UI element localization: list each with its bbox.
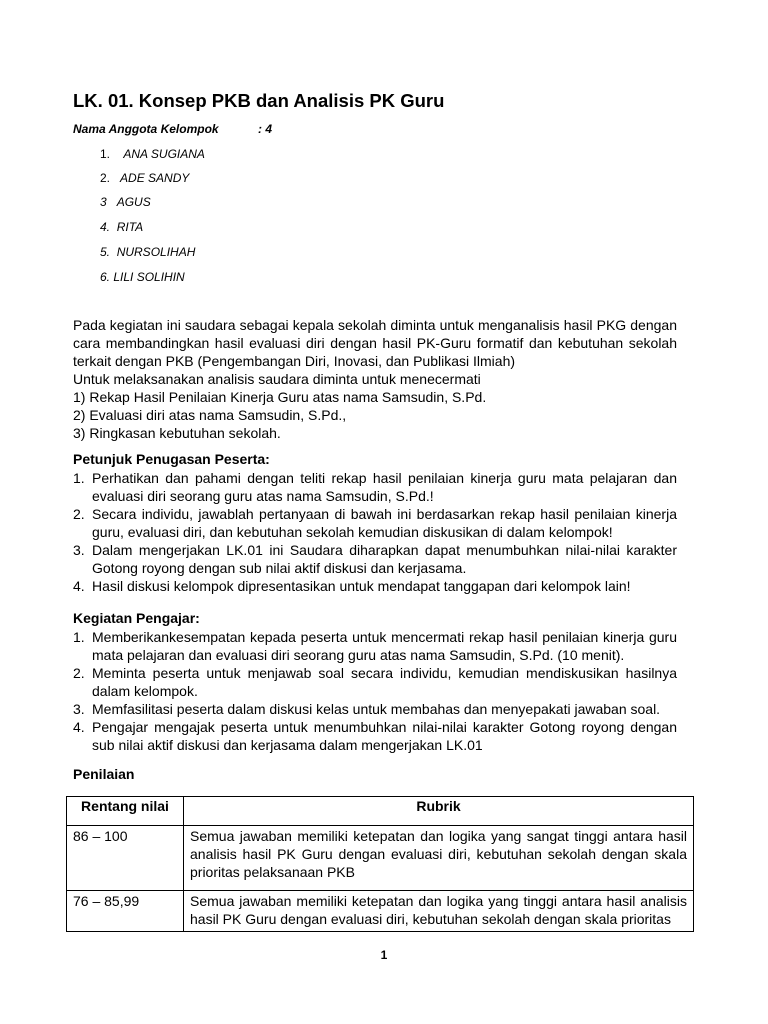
kegiatan-heading: Kegiatan Pengajar:: [73, 610, 200, 626]
list-item: [73, 700, 677, 718]
item-number: 3.: [73, 542, 85, 558]
list-item: [73, 628, 677, 664]
member-item: [100, 220, 143, 234]
item-text: Memberikankesempatan kepada peserta untuk mencermati rekap hasil penilaian kinerja guru mata pelajaran dan evaluasi diri seorang guru atas nama Samsudin, S.Pd. (10 menit).: [92, 629, 677, 663]
member-number: 2.: [100, 171, 111, 185]
item-number: 3.: [73, 701, 85, 717]
intro-line: 2) Evaluasi diri atas nama Samsudin, S.Pd.,: [73, 407, 347, 423]
intro-line: 3) Ringkasan kebutuhan sekolah.: [73, 425, 281, 441]
column-header-range: Rentang nilai: [67, 797, 184, 826]
table-header-row: [67, 797, 694, 826]
intro-paragraph: Pada kegiatan ini saudara sebagai kepala sekolah diminta untuk menganalisis hasil PKG dengan cara membandingkan hasil evaluasi diri dengan hasil PK-Guru formatif dan kebutuhan sekolah terkait dengan PKB (Pengembangan Diri, Inovasi, dan Publikasi Ilmiah): [73, 317, 677, 369]
list-item: [73, 718, 677, 754]
item-text: Pengajar mengajak peserta untuk menumbuhkan nilai-nilai karakter Gotong royong dengan sub nilai aktif diskusi dan kerjasama dalam mengerjakan LK.01: [92, 719, 677, 753]
item-number: 1.: [73, 470, 85, 486]
list-item: [73, 541, 677, 577]
member-number: 4.: [100, 220, 111, 234]
member-item: [100, 195, 151, 209]
rubric-table: [66, 796, 694, 932]
item-text: Secara individu, jawablah pertanyaan di bawah ini berdasarkan rekap hasil penilaian kinerja guru, evaluasi diri, dan kebutuhan sekolah kemudian diskusikan di dalam kelompok!: [92, 506, 677, 540]
document-title: LK. 01. Konsep PKB dan Analisis PK Guru: [73, 90, 445, 111]
page-number: 1: [380, 948, 388, 962]
member-name: ADE SANDY: [120, 171, 190, 185]
item-number: 2.: [73, 665, 85, 681]
member-number: 3: [100, 195, 107, 209]
item-number: 2.: [73, 506, 85, 522]
table-row: [67, 891, 694, 932]
intro-line: Untuk melaksanakan analisis saudara diminta untuk menecermati: [73, 371, 481, 387]
item-number: 4.: [73, 719, 85, 735]
item-text: Perhatikan dan pahami dengan teliti rekap hasil penilaian kinerja guru mata pelajaran dan evaluasi diri seorang guru atas nama Samsudin, S.Pd.!: [92, 470, 677, 504]
member-item: [100, 270, 185, 284]
group-members-count: : 4: [258, 122, 273, 136]
member-item: [100, 245, 195, 259]
member-name: LILI SOLIHIN: [113, 270, 185, 284]
list-item: [73, 577, 677, 595]
member-number: 1.: [100, 147, 111, 161]
item-number: 1.: [73, 629, 85, 645]
item-text: Dalam mengerjakan LK.01 ini Saudara diharapkan dapat menumbuhkan nilai-nilai karakter Gotong royong dengan sub nilai aktif diskusi dan kerjasama.: [92, 542, 677, 576]
list-item: [73, 664, 677, 700]
intro-list: [73, 370, 677, 442]
rubric-cell: Semua jawaban memiliki ketepatan dan logika yang tinggi antara hasil analisis hasil PK Guru dengan evaluasi diri, kebutuhan sekolah dengan skala prioritas: [184, 891, 694, 932]
item-number: 4.: [73, 578, 85, 594]
member-name: AGUS: [116, 195, 151, 209]
list-item: [73, 469, 677, 505]
item-text: Memfasilitasi peserta dalam diskusi kelas untuk membahas dan menyepakati jawaban soal.: [92, 701, 661, 717]
item-text: Hasil diskusi kelompok dipresentasikan untuk mendapat tanggapan dari kelompok lain!: [92, 578, 631, 594]
member-item: [100, 147, 205, 161]
member-number: 5.: [100, 245, 111, 259]
petunjuk-heading: Petunjuk Penugasan Peserta:: [73, 451, 270, 467]
member-number: 6.: [100, 270, 111, 284]
penilaian-heading: Penilaian: [73, 766, 135, 782]
member-name: ANA SUGIANA: [123, 147, 205, 161]
list-item: [73, 505, 677, 541]
column-header-rubric: Rubrik: [184, 797, 694, 826]
table-row: [67, 826, 694, 891]
item-text: Meminta peserta untuk menjawab soal secara individu, kemudian mendiskusikan hasilnya dalam kelompok.: [92, 665, 677, 699]
group-members-heading: [73, 122, 273, 136]
rubric-cell: Semua jawaban memiliki ketepatan dan logika yang sangat tinggi antara hasil analisis hasil PK Guru dengan evaluasi diri, kebutuhan sekolah dengan skala prioritas pelaksanaan PKB: [184, 826, 694, 891]
range-cell: 76 – 85,99: [67, 891, 184, 932]
group-members-label: Nama Anggota Kelompok: [73, 122, 219, 136]
range-cell: 86 – 100: [67, 826, 184, 891]
petunjuk-list: [73, 469, 677, 595]
kegiatan-list: [73, 628, 677, 754]
intro-line: 1) Rekap Hasil Penilaian Kinerja Guru atas nama Samsudin, S.Pd.: [73, 389, 487, 405]
member-item: [100, 171, 189, 185]
member-name: RITA: [116, 220, 144, 234]
member-name: NURSOLIHAH: [116, 245, 196, 259]
